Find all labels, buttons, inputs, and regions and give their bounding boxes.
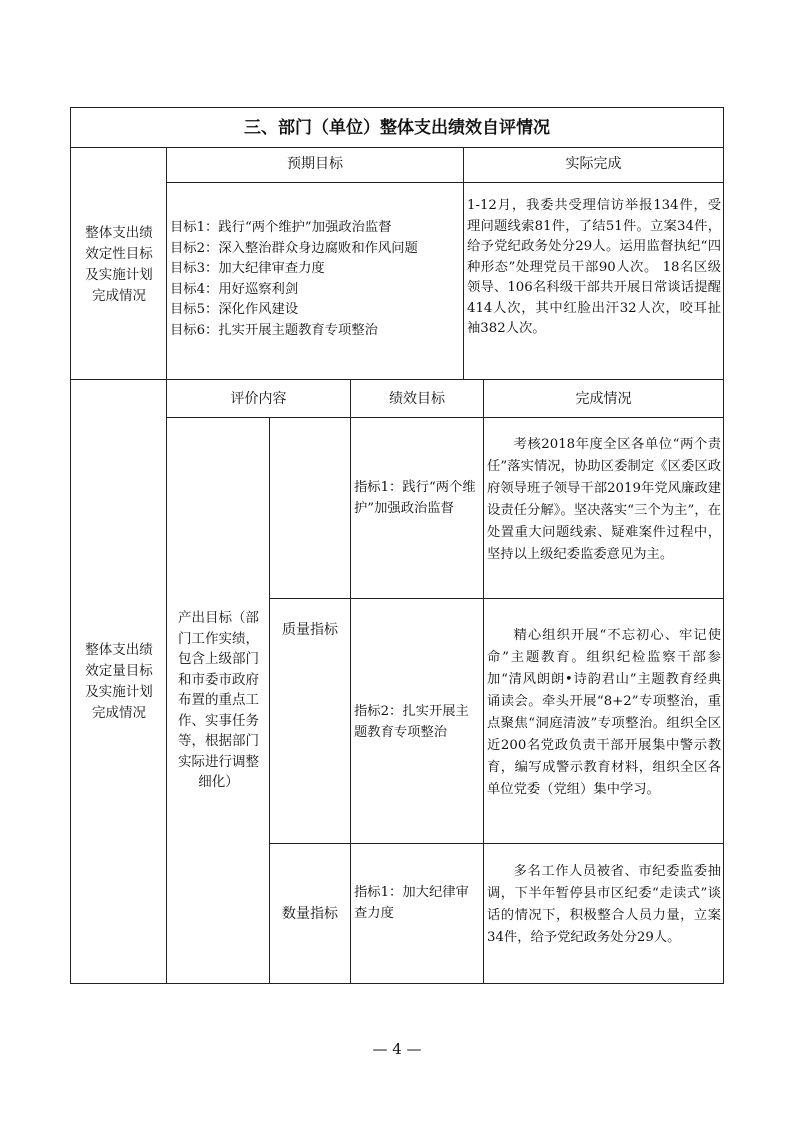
rule <box>723 107 724 984</box>
rule <box>269 417 270 984</box>
quality-indicator-label: 质量指标 <box>282 622 338 638</box>
goal-item: 目标1：践行“两个维护”加强政治监督 <box>170 220 392 235</box>
goal-item: 目标2：深入整治群众身边腐败和作风问题 <box>170 240 418 256</box>
quantitative-label: 整体支出绩效定量目标及实施计划完成情况 <box>85 642 153 721</box>
rule <box>70 107 724 108</box>
output-goal-label: 产出目标（部门工作实绩，包含上级部门和市委市政府布置的重点工作、实事任务等，根据部门实际进行调整细化） <box>178 610 259 790</box>
rule <box>70 983 724 984</box>
header-target: 绩效目标 <box>389 391 445 407</box>
rule <box>350 379 351 984</box>
indicator-target: 指标1：加大纪律审查力度 <box>354 885 469 921</box>
rule <box>269 843 724 844</box>
goal-item: 目标6：扎实开展主题教育专项整治 <box>170 322 378 338</box>
header-content: 评价内容 <box>230 391 287 407</box>
rule <box>483 379 484 984</box>
rule <box>269 598 724 599</box>
header-expected: 预期目标 <box>287 156 343 172</box>
goal-item: 目标5：深化作风建设 <box>170 302 299 317</box>
goal-list <box>170 218 464 341</box>
rule <box>70 147 724 148</box>
header-status: 完成情况 <box>575 391 632 407</box>
rule <box>70 107 71 984</box>
goal-item: 目标4：用好巡察利剑 <box>170 281 299 297</box>
indicator-status: 精心组织开展“不忘初心、牢记使命”主题教育。组织纪检监察干部参加“清风朗朗•诗韵君山”主题教育经典诵读会。牵头开展“8+2”专项整治，重点聚焦“洞庭清波”专项整治。组织全区近200名党政负责干部开展集中警示教育，编写成警示教育材料，组织全区各单位党委（党组）集中学习。 <box>487 628 721 797</box>
page-number: — 4 — <box>372 1040 422 1058</box>
qualitative-label: 整体支出绩效定性目标及实施计划完成情况 <box>85 225 153 304</box>
header-actual: 实际完成 <box>565 156 622 172</box>
actual-completion: 1-12月，我委共受理信访举报134件，受理问题线索81件，了结51件。立案34件，给予党纪政务处分29人。运用监督执纪“四种形态”处理党员干部90人次。 18名区级领导、106名科级干部共开展日常谈话提醒414人次，其中红脸出汗32人次，咬耳扯袖382人次。 <box>467 198 721 336</box>
indicator-status: 多名工作人员被省、市纪委监委抽调，下半年暂停县市区纪委“走读式”谈话的情况下，积极整合人员力量，立案34件，给予党纪政务处分29人。 <box>487 864 721 945</box>
rule <box>166 417 724 418</box>
indicator-status: 考核2018年度全区各单位“两个责任”落实情况，协助区委制定《区委区政府领导班子领导干部2019年党风廉政建设责任分解》。坚决落实“三个为主”，在处置重大问题线索、疑难案件过程中，坚持以上级纪委监委意见为主。 <box>487 437 721 562</box>
goal-item: 目标3：加大纪律审查力度 <box>170 261 325 276</box>
quantity-indicator-label: 数量指标 <box>282 906 338 922</box>
rule <box>70 379 724 380</box>
rule <box>166 182 724 183</box>
section-title: 三、部门（单位）整体支出绩效自评情况 <box>244 118 550 138</box>
indicator-target: 指标1：践行“两个维护”加强政治监督 <box>354 480 476 516</box>
indicator-target: 指标2：扎实开展主题教育专项整治 <box>354 704 469 740</box>
rule <box>166 147 167 984</box>
